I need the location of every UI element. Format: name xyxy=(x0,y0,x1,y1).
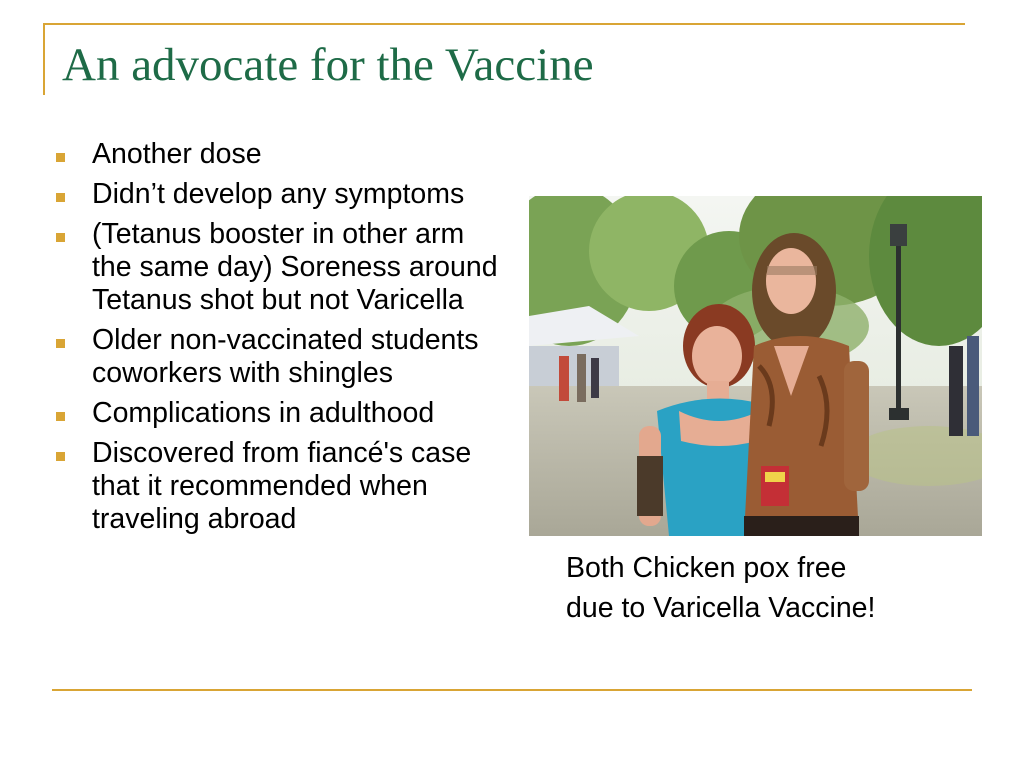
top-rule xyxy=(43,23,965,25)
bullet-text: Another dose xyxy=(92,138,262,170)
bullet-square-icon xyxy=(56,452,65,461)
bullet-text: Complications in adulthood xyxy=(92,397,435,429)
bullet-square-icon xyxy=(56,193,65,202)
bullet-square-icon xyxy=(56,233,65,242)
bullet-square-icon xyxy=(56,412,65,421)
bullet-item xyxy=(52,437,502,536)
left-rule xyxy=(43,23,45,95)
bullet-text: (Tetanus booster in other arm the same day) Soreness around Tetanus shot but not Varicella xyxy=(92,218,498,316)
bullet-square-icon xyxy=(56,153,65,162)
caption-line: due to Varicella Vaccine! xyxy=(566,592,876,624)
bullet-text: Didn’t develop any symptoms xyxy=(92,178,465,210)
photo-caption xyxy=(566,548,875,628)
bullet-item xyxy=(52,138,502,171)
bullet-item xyxy=(52,218,502,317)
bullet-item xyxy=(52,397,502,430)
bullet-text: Older non-vaccinated students coworkers with shingles xyxy=(92,324,479,389)
bullet-text: Discovered from fiancé's case that it recommended when traveling abroad xyxy=(92,437,472,535)
caption-line: Both Chicken pox free xyxy=(566,552,847,584)
bullet-square-icon xyxy=(56,339,65,348)
bullet-list xyxy=(52,138,502,543)
bullet-item xyxy=(52,324,502,390)
slide-title: An advocate for the Vaccine xyxy=(62,39,594,91)
couple-photo xyxy=(529,196,982,536)
bullet-item xyxy=(52,178,502,211)
bottom-rule xyxy=(52,689,972,691)
